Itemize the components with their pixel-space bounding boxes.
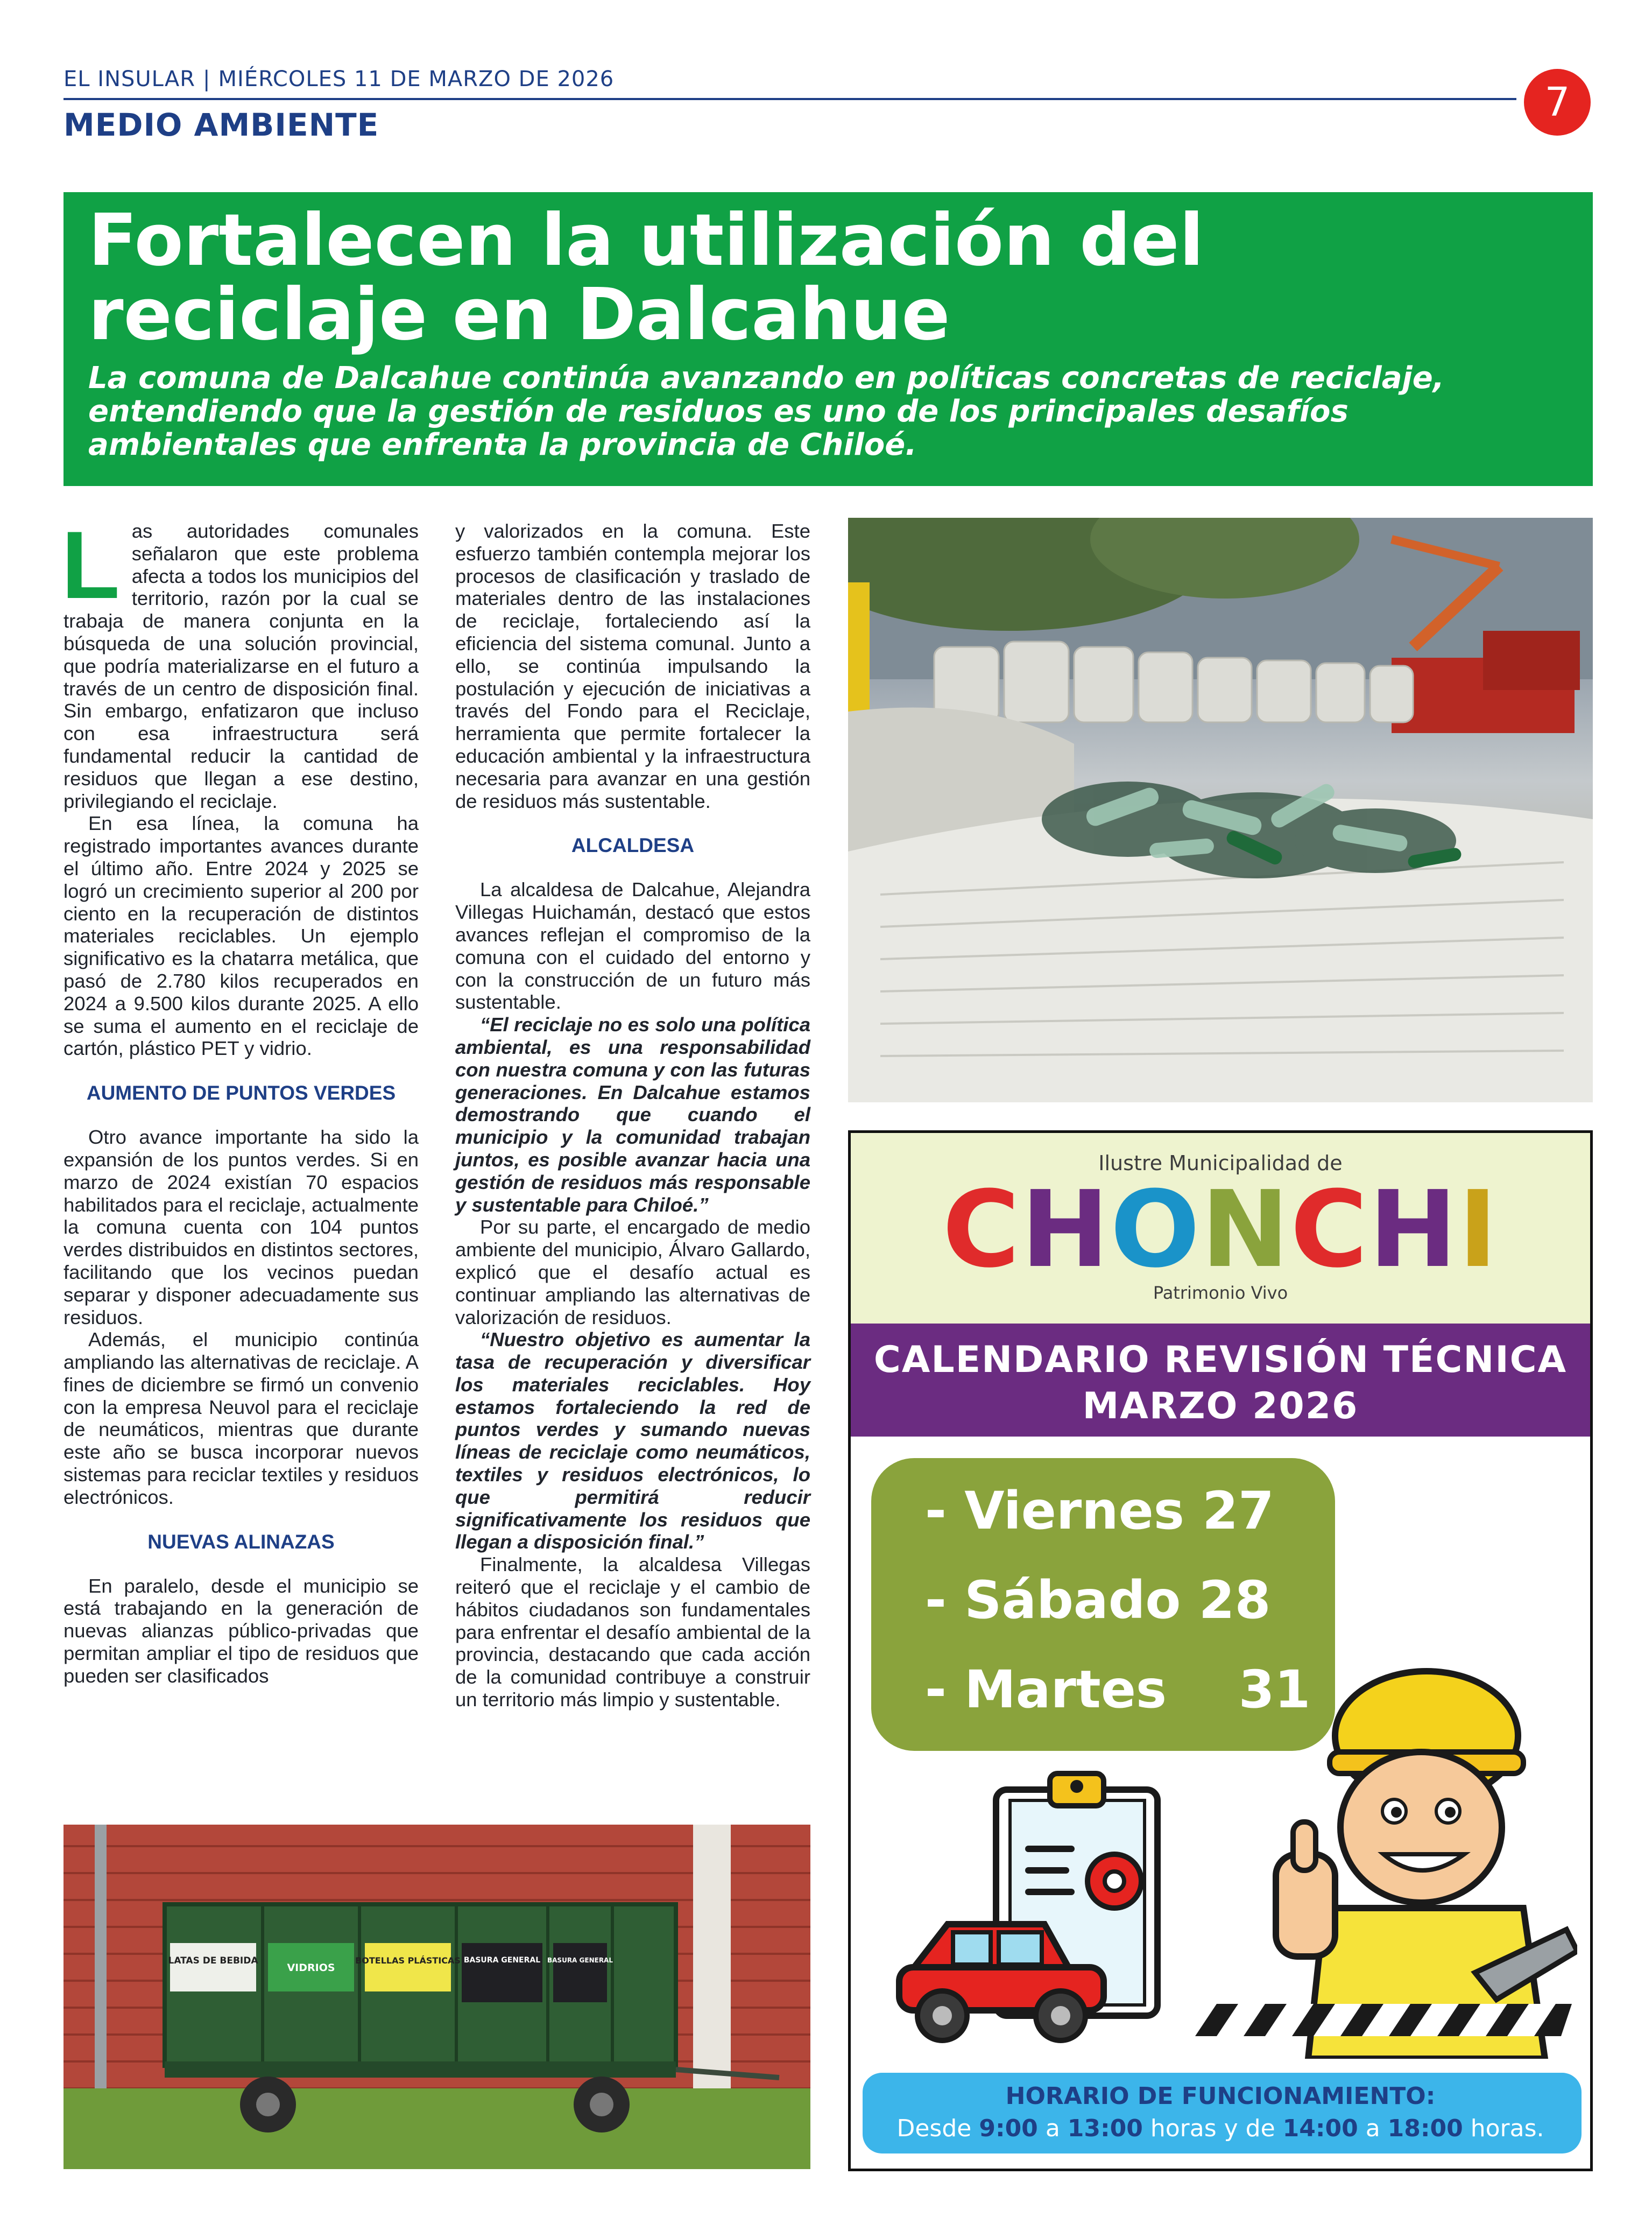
drop-cap: L [61, 511, 120, 618]
article-column-2 [455, 520, 810, 1711]
subheading-puntos-verdes: AUMENTO DE PUNTOS VERDES [86, 1082, 396, 1104]
mechanic-mascot-icon [1244, 1628, 1577, 2059]
issue-date: MIÉRCOLES 11 DE MARZO DE 2026 [218, 67, 615, 92]
newspaper-name: EL INSULAR [63, 67, 196, 92]
clipboard-car-icon [888, 1768, 1190, 2059]
chonchi-advertisement [848, 1130, 1593, 2171]
chonchi-logo: CHONCHI [942, 1169, 1499, 1291]
page-number: 7 [1524, 69, 1591, 136]
bin-label-basura-2: BASURA GENERAL [547, 1956, 613, 1964]
caution-stripe [1195, 2004, 1572, 2036]
date-viernes: - Viernes 27 [925, 1481, 1274, 1541]
article-title: Fortalecen la utilización del reciclaje en Dalcahue [88, 199, 1204, 356]
article-lead: La comuna de Dalcahue continúa avanzando en políticas concretas de reciclaje, entendiendo que la gestión de residuos es uno de los principales desafíos ambientales que enfrenta la provincia de Chiloé. [88, 361, 1444, 462]
ad-organization: Ilustre Municipalidad de [1098, 1151, 1343, 1175]
ad-hours-detail: Desde 9:00 a 13:00 horas y de 14:00 a 18:00 horas. [896, 2115, 1544, 2142]
photo-recycling-trailer [63, 1825, 810, 2169]
paragraph: y valorizados en la comuna. Este esfuerzo también contempla mejorar los procesos de clasificación y traslado de materiales dentro de las instalaciones de reciclaje, fortaleciendo así la eficiencia del sistema comunal. Junto a ello, se continúa impulsando la postulación y ejecución de iniciativas a través del Fondo para el Reciclaje, herramienta que permite fortalecer la educación ambiental y la infraestructura necesaria para avanzar en una gestión de residuos más sustentable. [455, 520, 810, 812]
article-column-1 [61, 511, 419, 1687]
paragraph: La alcaldesa de Dalcahue, Alejandra Villegas Huichamán, destacó que estos avances reflejan el compromiso de la comuna con el cuidado del entorno y con la construcción de un futuro más sustentable. [455, 878, 810, 1014]
ad-title-line-1: CALENDARIO REVISIÓN TÉCNICA [873, 1339, 1568, 1381]
header-rule [63, 98, 1516, 100]
ad-hours-title: HORARIO DE FUNCIONAMIENTO: [1005, 2082, 1436, 2110]
date-sabado: - Sábado 28 [925, 1570, 1271, 1630]
paragraph: Finalmente, la alcaldesa Villegas reiteró que el reciclaje y el cambio de hábitos ciudadanos son fundamentales para enfrentar el desafío ambiental de la provincia, destacando que cada acción de la comunidad contribuye a construir un territorio más limpio y sustentable. [455, 1553, 810, 1711]
paragraph: Por su parte, el encargado de medio ambiente del municipio, Álvaro Gallardo, explicó que el desafío actual es continuar ampliando las alternativas de valorización de residuos. [455, 1216, 810, 1328]
subheading-alcaldesa: ALCALDESA [571, 834, 695, 857]
subheading-nuevas-alianzas: NUEVAS ALINAZAS [147, 1530, 335, 1553]
paragraph: Además, el municipio continúa ampliando las alternativas de reciclaje. A fines de diciembre se firmó un convenio con la empresa Neuvol para el reciclaje de neumáticos, mientras que durante este año se busca incorporar nuevos sistemas para reciclar textiles y residuos electrónicos. [63, 1328, 419, 1508]
photo-recycling-sacks-illustration [848, 518, 1593, 1102]
bin-label-botellas: BOTELLAS PLÁSTICAS [355, 1955, 461, 1966]
quote: “El reciclaje no es solo una política ambiental, es una responsabilidad con nuestra comuna y con las futuras generaciones. En Dalcahue estamos demostrando que cuando el municipio y la comunidad trabajan juntos, es posible avanzar hacia una gestión de residuos más responsable y sustentable para Chiloé.” [455, 1014, 810, 1216]
section-title: MEDIO AMBIENTE [63, 107, 379, 143]
paragraph: Las autoridades comunales señalaron que este problema afecta a todos los municipios del territorio, razón por la cual se trabaja de manera conjunta en la búsqueda de una solución provincial, que podría materializarse en el futuro a través de un centro de disposición final. Sin embargo, enfatizaron que incluso con esa infraestructura será fundamental reducir la cantidad de residuos que llegan a ese destino, privilegiando el reciclaje. [61, 511, 419, 812]
bin-label-vidrios: VIDRIOS [287, 1962, 335, 1974]
paragraph: En esa línea, la comuna ha registrado importantes avances durante el último año. Entre 2024 y 2025 se logró un crecimiento superior al 200 por ciento en la recuperación de distintos materiales reciclables. Un ejemplo significativo es la chatarra metálica, que pasó de 2.780 kilos recuperados en 2024 a 9.500 kilos durante 2025. A ello se suma el aumento en el reciclaje de cartón, plástico PET y vidrio. [63, 812, 419, 1060]
bin-label-latas: LATAS DE BEBIDA [168, 1955, 258, 1966]
ad-title-line-2: MARZO 2026 [1082, 1385, 1359, 1427]
quote: “Nuestro objetivo es aumentar la tasa de recuperación y diversificar los materiales reciclables. Hoy estamos fortaleciendo la red de puntos verdes y sumando nuevas líneas de reciclaje como neumáticos, textiles y residuos electrónicos, lo que permitirá reducir significativamente los residuos que llegan a disposición final.” [455, 1328, 810, 1553]
ad-tagline: Patrimonio Vivo [1153, 1283, 1288, 1303]
paragraph: Otro avance importante ha sido la expansión de los puntos verdes. Si en marzo de 2024 existían 70 espacios habilitados para el reciclaje, actualmente la comuna cuenta con 104 puntos verdes distribuidos en distintos sectores, facilitando que los vecinos puedan separar y disponer adecuadamente sus residuos. [63, 1126, 419, 1328]
masthead-separator: | [203, 67, 211, 92]
paragraph: En paralelo, desde el municipio se está trabajando en la generación de nuevas alianzas público-privadas que permitan ampliar el tipo de residuos que pueden ser clasificados [63, 1574, 419, 1687]
bin-label-basura-1: BASURA GENERAL [463, 1956, 541, 1965]
date-martes: - Martes 31 [925, 1659, 1311, 1720]
photo-recycling-trailer-illustration [63, 1825, 810, 2169]
photo-recycling-sacks [848, 518, 1593, 1102]
masthead [63, 67, 614, 92]
